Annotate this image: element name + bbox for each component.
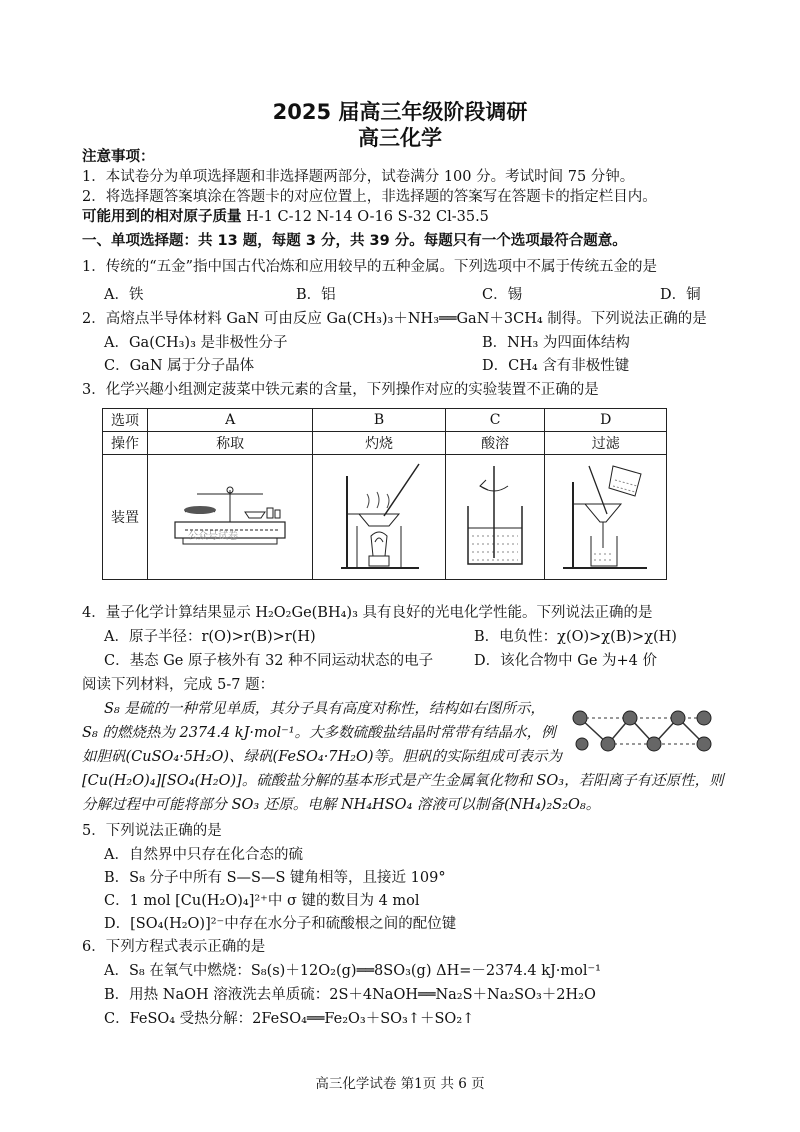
- q5-option-b: B．S₈ 分子中所有 S—S—S 键角相等，且接近 109°: [104, 870, 446, 886]
- atomic-masses-values: H-1 C-12 N-14 O-16 S-32 Cl-35.5: [246, 209, 489, 225]
- q5-option-c: C．1 mol [Cu(H₂O)₄]²⁺中 σ 键的数目为 4 mol: [104, 893, 420, 909]
- table-header-option: 选项: [103, 409, 148, 432]
- q1-option-d: D．铜: [660, 287, 701, 303]
- q4-option-a: A．原子半径：r(O)>r(B)>r(H): [104, 629, 316, 645]
- q1-stem: 1．传统的“五金”指中国古代冶炼和应用较早的五种金属。下列选项中不属于传统五金的是: [82, 259, 658, 275]
- option-c-label: C: [445, 409, 545, 432]
- q6-option-c: C．FeSO₄ 受热分解：2FeSO₄══Fe₂O₃＋SO₃↑＋SO₂↑: [104, 1011, 475, 1027]
- q3-stem: 3．化学兴趣小组测定菠菜中铁元素的含量，下列操作对应的实验装置不正确的是: [82, 382, 599, 398]
- exam-title: 2025 届高三年级阶段调研: [272, 100, 528, 124]
- material-line-1: S₈ 是硫的一种常见单质，其分子具有高度对称性，结构如右图所示，: [104, 701, 545, 717]
- notice-item-1: 1．本试卷分为单项选择题和非选择题两部分，试卷满分 100 分。考试时间 75 分钟。: [82, 169, 635, 185]
- q1-option-a: A．铁: [104, 287, 144, 303]
- operation-filter: 过滤: [545, 432, 667, 455]
- q1-option-c: C．锡: [482, 287, 523, 303]
- beaker-stirring-icon: [450, 456, 540, 574]
- q2-option-b: B．NH₃ 为四面体结构: [482, 335, 630, 351]
- option-b-label: B: [313, 409, 445, 432]
- option-a-label: A: [148, 409, 313, 432]
- s8-structure-icon: [568, 704, 718, 760]
- q1-option-b: B．铝: [296, 287, 336, 303]
- q6-stem: 6．下列方程式表示正确的是: [82, 939, 266, 955]
- apparatus-beaker: [445, 455, 545, 580]
- funnel-filter-icon: [551, 456, 661, 574]
- operation-acid-dissolve: 酸溶: [445, 432, 545, 455]
- table-header-operation: 操作: [103, 432, 148, 455]
- atomic-masses: [82, 208, 489, 226]
- operation-weigh: 称取: [148, 432, 313, 455]
- notice-heading: 注意事项：: [82, 149, 155, 165]
- option-d-label: D: [545, 409, 667, 432]
- material-line-5: 分解过程中可能将部分 SO₃ 还原。电解 NH₄HSO₄ 溶液可以制备(NH₄)₂S₂O₈。: [82, 797, 601, 813]
- material-line-2: S₈ 的燃烧热为 2374.4 kJ·mol⁻¹。大多数硫酸盐结晶时常带有结晶水，例: [82, 725, 556, 741]
- apparatus-table: [102, 408, 667, 580]
- q4-option-c: C．基态 Ge 原子核外有 32 种不同运动状态的电子: [104, 653, 434, 669]
- material-line-3: 如胆矾(CuSO₄·5H₂O)、绿矾(FeSO₄·7H₂O)等。胆矾的实际组成可表示为: [82, 749, 563, 765]
- apparatus-filtration: [545, 455, 667, 580]
- material-line-4: [Cu(H₂O)₄][SO₄(H₂O)]。硫酸盐分解的基本形式是产生金属氧化物和 SO₃，若阳离子有还原性，则: [82, 773, 724, 789]
- q4-option-b: B．电负性：χ(O)>χ(B)>χ(H): [474, 629, 677, 645]
- q5-option-a: A．自然界中只存在化合态的硫: [104, 847, 303, 863]
- q2-option-a: A．Ga(CH₃)₃ 是非极性分子: [104, 335, 288, 351]
- exam-subject: 高三化学: [358, 126, 442, 150]
- apparatus-crucible: [313, 455, 445, 580]
- watermark-text: 公众号试卷: [188, 531, 238, 542]
- table-header-apparatus: 装置: [103, 455, 148, 580]
- section-heading: 一、单项选择题：共 13 题，每题 3 分，共 39 分。每题只有一个选项最符合题意。: [82, 233, 627, 249]
- q2-option-c: C．GaN 属于分子晶体: [104, 358, 255, 374]
- q2-option-d: D．CH₄ 含有非极性键: [482, 358, 630, 374]
- q5-stem: 5．下列说法正确的是: [82, 823, 222, 839]
- balance-icon: [155, 460, 305, 570]
- q4-option-d: D．该化合物中 Ge 为+4 价: [474, 653, 657, 669]
- q6-option-b: B．用热 NaOH 溶液洗去单质硫：2S＋4NaOH══Na₂S＋Na₂SO₃＋2H₂O: [104, 987, 596, 1003]
- atomic-masses-label: 可能用到的相对原子质量: [82, 209, 242, 225]
- burner-tripod-icon: [319, 456, 439, 574]
- q2-stem: 2．高熔点半导体材料 GaN 可由反应 Ga(CH₃)₃＋NH₃══GaN＋3CH₄ 制得。下列说法正确的是: [82, 311, 707, 327]
- q4-stem: 4．量子化学计算结果显示 H₂O₂Ge(BH₄)₃ 具有良好的光电化学性能。下列说法正确的是: [82, 605, 653, 621]
- page-footer: 高三化学试卷 第1页 共 6 页: [315, 1076, 485, 1092]
- q5-option-d: D．[SO₄(H₂O)]²⁻中存在水分子和硫酸根之间的配位键: [104, 916, 457, 932]
- q6-option-a: A．S₈ 在氧气中燃烧：S₈(s)＋12O₂(g)══8SO₃(g) ΔH=－2374.4 kJ·mol⁻¹: [104, 963, 601, 979]
- notice-item-2: 2．将选择题答案填涂在答题卡的对应位置上，非选择题的答案写在答题卡的指定栏目内。: [82, 189, 657, 205]
- operation-burn: 灼烧: [313, 432, 445, 455]
- material-intro: 阅读下列材料，完成 5-7 题：: [82, 677, 275, 693]
- apparatus-balance: [148, 455, 313, 580]
